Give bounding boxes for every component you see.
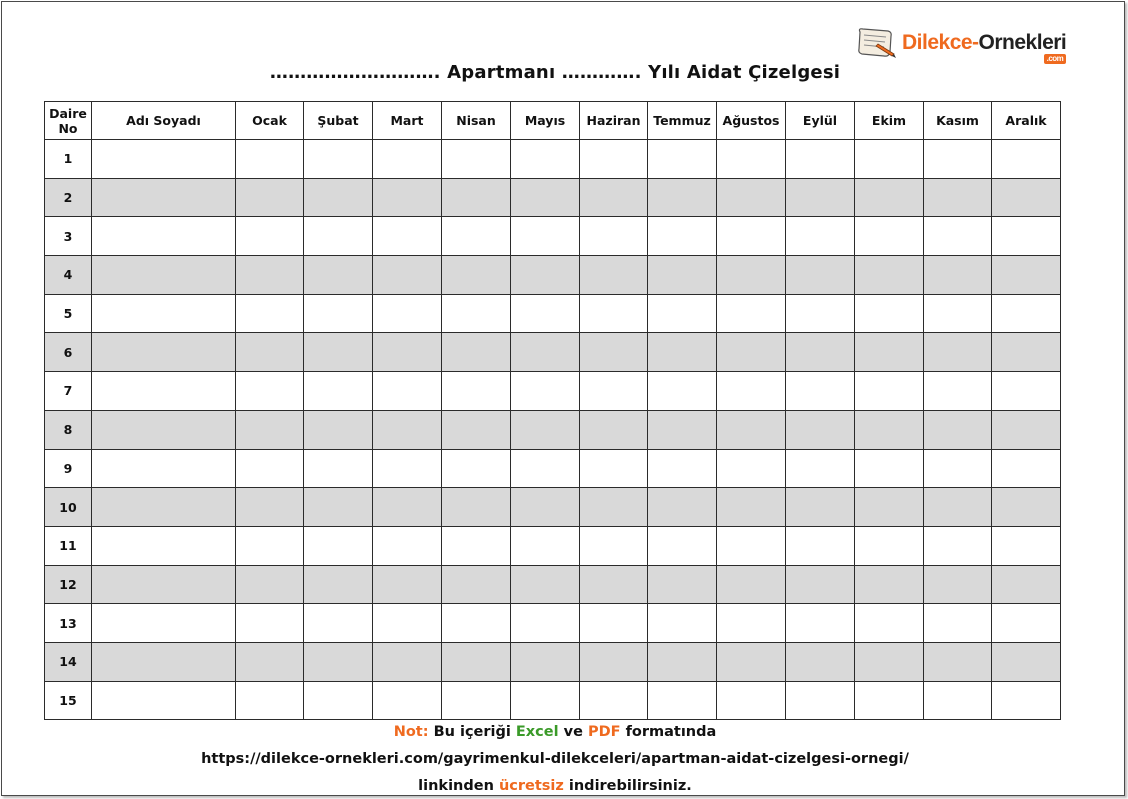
table-cell[interactable] [511, 410, 580, 449]
table-cell[interactable] [442, 642, 511, 681]
table-cell[interactable] [580, 140, 648, 179]
table-cell[interactable] [786, 642, 855, 681]
table-cell[interactable] [992, 372, 1061, 411]
table-cell[interactable] [648, 488, 717, 527]
table-cell[interactable] [855, 372, 924, 411]
table-cell[interactable] [304, 681, 373, 720]
table-cell[interactable] [786, 488, 855, 527]
table-cell[interactable] [373, 372, 442, 411]
table-cell[interactable] [992, 410, 1061, 449]
table-cell[interactable] [511, 449, 580, 488]
table-cell[interactable] [717, 410, 786, 449]
table-header-cell: Adı Soyadı [92, 102, 236, 140]
table-cell[interactable] [236, 140, 304, 179]
table-cell[interactable] [92, 256, 236, 295]
note-pdf: PDF [587, 724, 621, 740]
table-cell[interactable] [992, 333, 1061, 372]
table-cell[interactable] [992, 294, 1061, 333]
table-cell[interactable] [717, 449, 786, 488]
table-cell[interactable] [717, 256, 786, 295]
table-cell[interactable] [236, 449, 304, 488]
table-cell[interactable] [373, 333, 442, 372]
table-cell[interactable] [92, 333, 236, 372]
table-cell[interactable] [442, 140, 511, 179]
table-cell[interactable] [511, 178, 580, 217]
table-cell[interactable] [855, 140, 924, 179]
table-cell[interactable] [786, 256, 855, 295]
table-cell[interactable] [648, 333, 717, 372]
table-cell[interactable] [648, 565, 717, 604]
table-cell[interactable] [442, 178, 511, 217]
table-cell[interactable] [373, 565, 442, 604]
table-cell[interactable] [373, 449, 442, 488]
note-label: Not: [393, 724, 429, 740]
table-cell[interactable] [236, 526, 304, 565]
apartment-number-cell: 3 [45, 217, 92, 256]
apartment-number-cell: 6 [45, 333, 92, 372]
table-cell[interactable] [304, 178, 373, 217]
table-cell[interactable] [580, 410, 648, 449]
table-cell[interactable] [442, 604, 511, 643]
table-cell[interactable] [924, 526, 992, 565]
table-cell[interactable] [373, 526, 442, 565]
table-header-cell: Nisan [442, 102, 511, 140]
page-title: ………………………. Apartmanı …………. Yılı Aidat Çizelgesi [269, 62, 841, 83]
apartment-number-cell: 5 [45, 294, 92, 333]
note-line-1 [2, 724, 1108, 740]
table-cell[interactable] [992, 449, 1061, 488]
table-cell[interactable] [373, 642, 442, 681]
table-cell[interactable] [304, 488, 373, 527]
table-cell[interactable] [855, 488, 924, 527]
table-cell[interactable] [924, 372, 992, 411]
table-cell[interactable] [304, 140, 373, 179]
table-cell[interactable] [648, 372, 717, 411]
table-cell[interactable] [648, 526, 717, 565]
table-row [45, 526, 1061, 565]
table-header-cell: Şubat [304, 102, 373, 140]
header-daire-label: Daire [49, 105, 87, 121]
table-cell[interactable] [442, 488, 511, 527]
table-cell[interactable] [924, 604, 992, 643]
table-header-cell: Kasım [924, 102, 992, 140]
table-cell[interactable] [648, 410, 717, 449]
table-cell[interactable] [855, 217, 924, 256]
table-cell[interactable] [648, 294, 717, 333]
table-row [45, 642, 1061, 681]
table-cell[interactable] [92, 565, 236, 604]
table-cell[interactable] [924, 681, 992, 720]
table-cell[interactable] [442, 217, 511, 256]
table-cell[interactable] [786, 449, 855, 488]
table-cell[interactable] [373, 681, 442, 720]
table-cell[interactable] [511, 256, 580, 295]
scroll-icon [854, 26, 898, 60]
table-cell[interactable] [92, 526, 236, 565]
table-cell[interactable] [717, 604, 786, 643]
table-cell[interactable] [511, 217, 580, 256]
table-cell[interactable] [786, 217, 855, 256]
table-cell[interactable] [304, 217, 373, 256]
table-cell[interactable] [786, 565, 855, 604]
table-cell[interactable] [304, 604, 373, 643]
table-header-cell: Ocak [236, 102, 304, 140]
table-cell[interactable] [236, 604, 304, 643]
table-cell[interactable] [92, 294, 236, 333]
table-cell[interactable] [855, 294, 924, 333]
table-cell[interactable] [786, 294, 855, 333]
table-header-cell: Ekim [855, 102, 924, 140]
table-cell[interactable] [92, 604, 236, 643]
logo-text-part2: Ornekleri [978, 31, 1067, 54]
apartment-number-cell: 9 [45, 449, 92, 488]
table-cell[interactable] [992, 565, 1061, 604]
table-cell[interactable] [717, 642, 786, 681]
table-cell[interactable] [92, 410, 236, 449]
table-cell[interactable] [855, 333, 924, 372]
table-cell[interactable] [442, 333, 511, 372]
apartment-number-cell: 2 [45, 178, 92, 217]
table-cell[interactable] [511, 565, 580, 604]
table-cell[interactable] [236, 178, 304, 217]
table-cell[interactable] [786, 140, 855, 179]
table-header-cell: Eylül [786, 102, 855, 140]
table-cell[interactable] [92, 681, 236, 720]
table-cell[interactable] [924, 333, 992, 372]
table-cell[interactable] [855, 681, 924, 720]
table-header-cell: Aralık [992, 102, 1061, 140]
table-cell[interactable] [786, 681, 855, 720]
table-cell[interactable] [648, 178, 717, 217]
table-cell[interactable] [992, 604, 1061, 643]
table-cell[interactable] [511, 526, 580, 565]
table-cell[interactable] [855, 642, 924, 681]
table-cell[interactable] [511, 488, 580, 527]
apartment-number-cell: 1 [45, 140, 92, 179]
table-cell[interactable] [855, 526, 924, 565]
table-cell[interactable] [236, 565, 304, 604]
table-cell[interactable] [236, 372, 304, 411]
table-cell[interactable] [717, 565, 786, 604]
table-cell[interactable] [992, 488, 1061, 527]
apartment-number-cell: 11 [45, 526, 92, 565]
table-cell[interactable] [511, 372, 580, 411]
table-cell[interactable] [92, 178, 236, 217]
table-header-row [45, 102, 1061, 140]
table-cell[interactable] [236, 256, 304, 295]
table-row [45, 333, 1061, 372]
note-line3-start: linkinden [418, 778, 499, 794]
table-cell[interactable] [511, 294, 580, 333]
table-cell[interactable] [717, 372, 786, 411]
table-cell[interactable] [717, 140, 786, 179]
note-excel: Excel [515, 724, 559, 740]
note-free: ücretsiz [498, 778, 564, 794]
table-cell[interactable] [924, 178, 992, 217]
apartment-number-cell: 7 [45, 372, 92, 411]
table-cell[interactable] [924, 294, 992, 333]
table-cell[interactable] [992, 256, 1061, 295]
table-cell[interactable] [580, 604, 648, 643]
table-cell[interactable] [717, 217, 786, 256]
table-cell[interactable] [855, 410, 924, 449]
table-cell[interactable] [92, 372, 236, 411]
table-row [45, 410, 1061, 449]
note-text-1: Bu içeriği [428, 724, 516, 740]
table-cell[interactable] [924, 256, 992, 295]
table-cell[interactable] [992, 681, 1061, 720]
table-cell[interactable] [442, 565, 511, 604]
table-cell[interactable] [304, 372, 373, 411]
table-cell[interactable] [924, 140, 992, 179]
table-cell[interactable] [236, 681, 304, 720]
table-cell[interactable] [580, 178, 648, 217]
table-cell[interactable] [236, 217, 304, 256]
table-cell[interactable] [304, 410, 373, 449]
table-cell[interactable] [236, 410, 304, 449]
table-cell[interactable] [786, 526, 855, 565]
table-cell[interactable] [373, 604, 442, 643]
table-cell[interactable] [992, 140, 1061, 179]
table-row [45, 178, 1061, 217]
table-cell[interactable] [92, 642, 236, 681]
apartment-number-cell: 13 [45, 604, 92, 643]
table-cell[interactable] [442, 294, 511, 333]
table-body [45, 140, 1061, 720]
table-cell[interactable] [855, 256, 924, 295]
table-cell[interactable] [786, 372, 855, 411]
table-cell[interactable] [442, 410, 511, 449]
table-header-cell: Temmuz [648, 102, 717, 140]
table-cell[interactable] [992, 217, 1061, 256]
table-cell[interactable] [373, 294, 442, 333]
table-cell[interactable] [717, 333, 786, 372]
table-row [45, 217, 1061, 256]
site-logo[interactable] [854, 26, 1067, 63]
table-cell[interactable] [580, 642, 648, 681]
table-cell[interactable] [304, 642, 373, 681]
table-cell[interactable] [236, 488, 304, 527]
table-cell[interactable] [717, 294, 786, 333]
table-cell[interactable] [511, 681, 580, 720]
table-cell[interactable] [717, 178, 786, 217]
apartment-number-cell: 8 [45, 410, 92, 449]
note-url-link[interactable]: https://dilekce-ornekleri.com/gayrimenkul-dilekceleri/apartman-aidat-cizelgesi-ornegi/ [201, 751, 909, 767]
table-cell[interactable] [648, 449, 717, 488]
table-header-cell: Ağustos [717, 102, 786, 140]
table-cell[interactable] [442, 372, 511, 411]
table-cell[interactable] [992, 526, 1061, 565]
table-cell[interactable] [855, 604, 924, 643]
table-row [45, 681, 1061, 720]
logo-text-part1: Dilekce- [902, 31, 979, 54]
table-cell[interactable] [580, 217, 648, 256]
apartment-number-cell: 10 [45, 488, 92, 527]
table-cell[interactable] [992, 178, 1061, 217]
table-cell[interactable] [442, 449, 511, 488]
table-cell[interactable] [924, 565, 992, 604]
table-cell[interactable] [304, 333, 373, 372]
table-cell[interactable] [511, 642, 580, 681]
table-cell[interactable] [717, 681, 786, 720]
table-cell[interactable] [924, 410, 992, 449]
table-cell[interactable] [580, 372, 648, 411]
table-cell[interactable] [92, 488, 236, 527]
table-cell[interactable] [580, 488, 648, 527]
table-cell[interactable] [924, 449, 992, 488]
table-cell[interactable] [236, 642, 304, 681]
note-text-2: ve [558, 724, 588, 740]
table-cell[interactable] [442, 526, 511, 565]
table-cell[interactable] [511, 140, 580, 179]
apartment-number-cell: 14 [45, 642, 92, 681]
table-cell[interactable] [511, 333, 580, 372]
table-header-cell: Mayıs [511, 102, 580, 140]
table-cell[interactable] [442, 681, 511, 720]
table-cell[interactable] [304, 294, 373, 333]
table-cell[interactable] [855, 178, 924, 217]
table-cell[interactable] [648, 642, 717, 681]
logo-wordmark [902, 31, 1067, 63]
table-cell[interactable] [648, 604, 717, 643]
table-row [45, 294, 1061, 333]
table-cell[interactable] [304, 526, 373, 565]
table-cell[interactable] [648, 217, 717, 256]
table-cell[interactable] [580, 565, 648, 604]
table-cell[interactable] [580, 449, 648, 488]
table-cell[interactable] [373, 217, 442, 256]
table-cell[interactable] [648, 681, 717, 720]
table-row [45, 565, 1061, 604]
table-cell[interactable] [786, 333, 855, 372]
table-row [45, 372, 1061, 411]
table-cell[interactable] [717, 488, 786, 527]
apartment-number-cell: 15 [45, 681, 92, 720]
note-line-3 [2, 778, 1108, 794]
table-cell[interactable] [92, 217, 236, 256]
table-cell[interactable] [304, 449, 373, 488]
table-cell[interactable] [855, 449, 924, 488]
table-cell[interactable] [924, 642, 992, 681]
logo-domain-suffix: .com [1044, 54, 1067, 64]
table-row [45, 604, 1061, 643]
apartment-number-cell: 4 [45, 256, 92, 295]
apartment-number-cell: 12 [45, 565, 92, 604]
table-cell[interactable] [786, 410, 855, 449]
table-cell[interactable] [580, 681, 648, 720]
dues-table [44, 101, 1061, 720]
table-cell[interactable] [373, 410, 442, 449]
table-cell[interactable] [786, 604, 855, 643]
table-cell[interactable] [648, 140, 717, 179]
table-row [45, 140, 1061, 179]
table-cell[interactable] [373, 140, 442, 179]
table-row [45, 256, 1061, 295]
table-row [45, 449, 1061, 488]
table-cell[interactable] [855, 565, 924, 604]
document-page [1, 1, 1125, 796]
table-header-cell: Haziran [580, 102, 648, 140]
table-cell[interactable] [648, 256, 717, 295]
table-cell[interactable] [511, 604, 580, 643]
table-cell[interactable] [992, 642, 1061, 681]
table-cell[interactable] [717, 526, 786, 565]
table-cell[interactable] [580, 526, 648, 565]
table-cell[interactable] [580, 256, 648, 295]
table-cell[interactable] [304, 565, 373, 604]
table-cell[interactable] [580, 333, 648, 372]
table-cell[interactable] [373, 178, 442, 217]
table-cell[interactable] [92, 140, 236, 179]
table-header-cell: Mart [373, 102, 442, 140]
note-text-3: formatında [620, 724, 717, 740]
table-cell[interactable] [580, 294, 648, 333]
table-cell[interactable] [304, 256, 373, 295]
table-cell[interactable] [924, 217, 992, 256]
header-daire-no [45, 102, 92, 140]
table-row [45, 488, 1061, 527]
table-cell[interactable] [236, 333, 304, 372]
table-cell[interactable] [92, 449, 236, 488]
table-cell[interactable] [786, 178, 855, 217]
table-cell[interactable] [373, 256, 442, 295]
table-cell[interactable] [236, 294, 304, 333]
note-line3-end: indirebilirsiniz. [563, 778, 692, 794]
header-no-label: No [58, 120, 78, 136]
table-cell[interactable] [442, 256, 511, 295]
table-cell[interactable] [924, 488, 992, 527]
table-cell[interactable] [373, 488, 442, 527]
